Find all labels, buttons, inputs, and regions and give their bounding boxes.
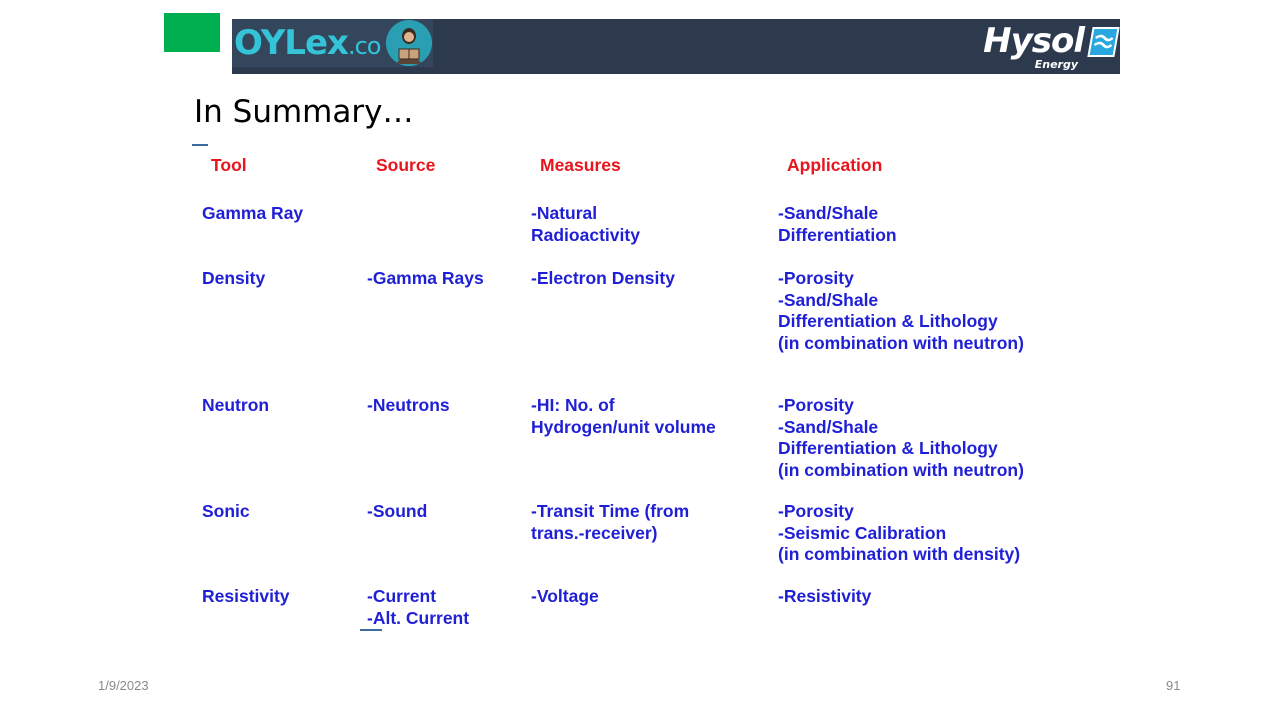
cell-tool: Neutron xyxy=(202,395,270,415)
cell-tool: Sonic xyxy=(202,501,250,521)
oylex-logo-suffix: .co xyxy=(347,32,381,60)
page-title: In Summary… xyxy=(194,94,414,130)
header-tool: Tool xyxy=(211,155,247,175)
hysol-logo-main: Hysol xyxy=(983,21,1084,61)
page-number: 91 xyxy=(1166,678,1181,693)
header-source: Source xyxy=(376,155,436,175)
cell-application: -Porosity -Sand/Shale Differentiation & Lithology (in combination with neutron) xyxy=(778,395,1024,480)
hysol-logo-sub: Energy xyxy=(1034,58,1078,71)
cell-measures: -HI: No. of Hydrogen/unit volume xyxy=(531,395,716,437)
cell-source: -Neutrons xyxy=(367,395,450,415)
header-application: Application xyxy=(787,155,883,175)
cell-application: -Porosity -Seismic Calibration (in combination with density) xyxy=(778,501,1021,564)
header-measures: Measures xyxy=(540,155,621,175)
cell-application: -Resistivity xyxy=(778,586,872,606)
cell-source: -Sound xyxy=(367,501,428,521)
cell-application: -Sand/Shale Differentiation xyxy=(778,203,897,245)
cell-source: -Gamma Rays xyxy=(367,268,484,288)
cell-application: -Porosity -Sand/Shale Differentiation & Lithology (in combination with neutron) xyxy=(778,268,1024,353)
cell-measures: -Natural Radioactivity xyxy=(531,203,640,245)
cell-tool: Resistivity xyxy=(202,586,290,606)
cell-measures: -Voltage xyxy=(531,586,599,606)
footer-date: 1/9/2023 xyxy=(98,678,149,693)
cell-measures: -Electron Density xyxy=(531,268,675,288)
cell-measures: -Transit Time (from trans.-receiver) xyxy=(531,501,690,543)
cell-source: -Current -Alt. Current xyxy=(367,586,470,628)
oylex-logo-main: OYLex xyxy=(234,23,348,63)
cell-tool: Gamma Ray xyxy=(202,203,304,223)
cell-tool: Density xyxy=(202,268,266,288)
source-accent-line xyxy=(360,629,382,631)
